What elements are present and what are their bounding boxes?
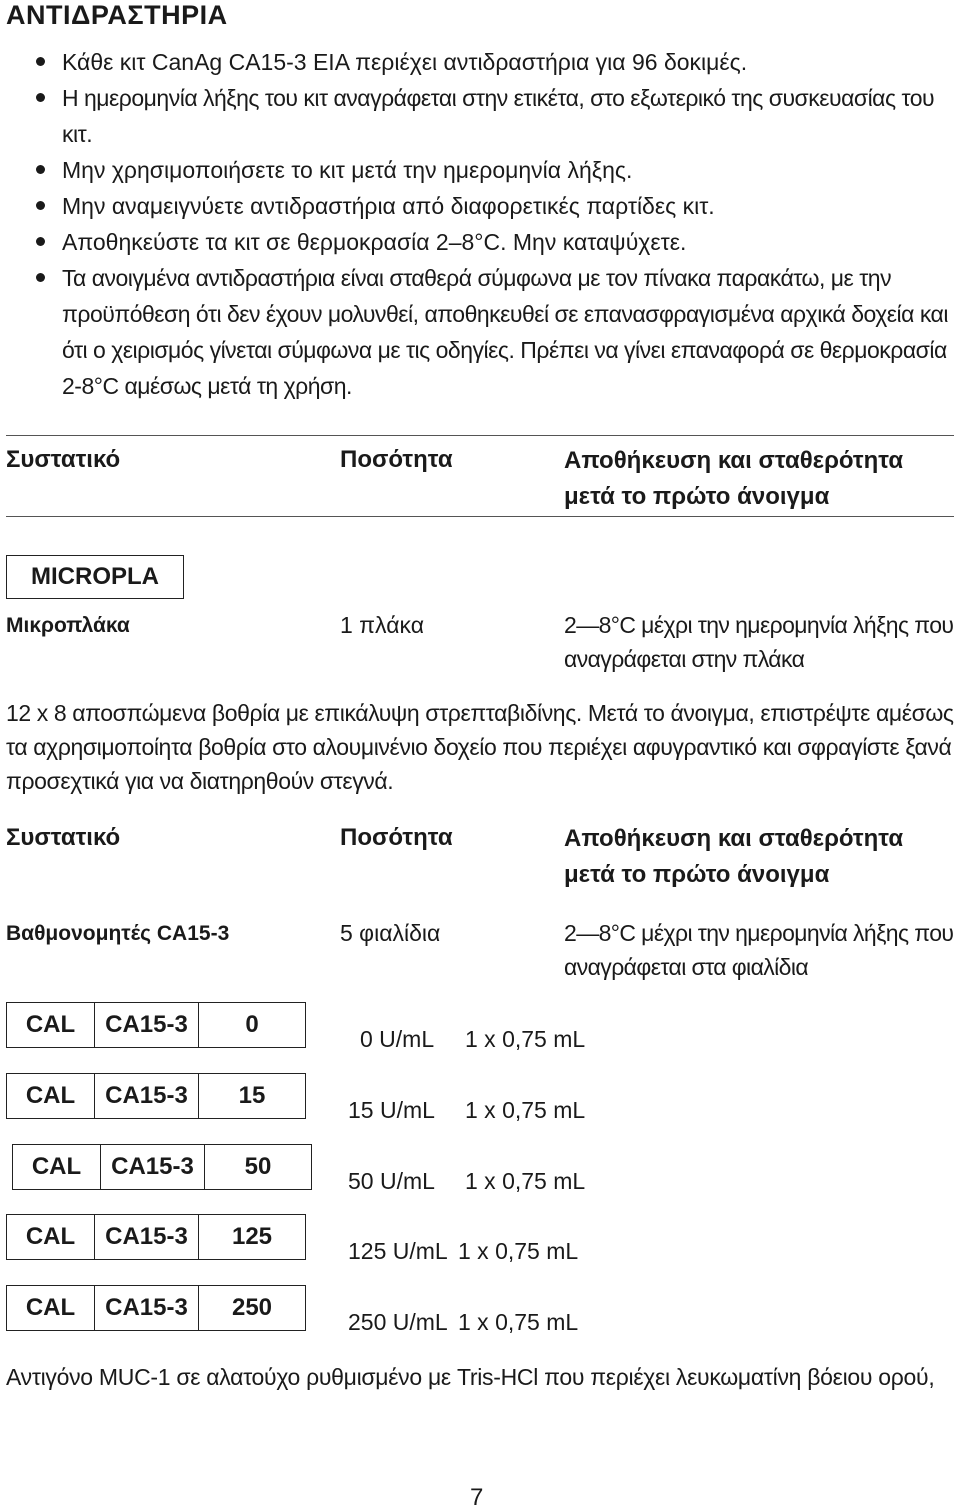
section-title: ΑΝΤΙΔΡΑΣΤΗΡΙΑ [6,0,228,30]
header-quantity: Ποσότητα [340,824,453,851]
calibrator-label-box [6,1002,306,1048]
list-item: Τα ανοιγμένα αντιδραστήρια είναι σταθερά σύμφωνα με τον πίνακα παρακάτω, με την προϋπόθεση ότι δεν έχουν μολυνθεί, αποθηκευθεί σε επανασφραγισμένα αρχικά δοχεία και ότι ο χειρισμός γίνεται σύμφωνα με τις οδηγίες. Πρέπει να γίνει επαναφορά σε θερμοκρασία 2-8°C αμέσως μετά τη χρήση. [36,260,956,404]
header-component: Συστατικό [6,446,121,473]
cal-analyte: CA15-3 [95,1074,199,1118]
calibrators-quantity: 5 φιαλίδια [340,920,441,946]
cal-code: CAL [7,1003,95,1047]
microplate-storage: 2—8°C μέχρι την ημερομηνία λήξης που αναγράφεται στην πλάκα [564,612,954,672]
antigen-description: Αντιγόνο MUC-1 σε αλατούχο ρυθμισμένο με Tris-HCl που περιέχει λευκωματίνη βόειου ορού, [6,1364,935,1390]
cal-concentration: 0 U/mL [360,1026,435,1052]
list-item: Αποθηκεύστε τα κιτ σε θερμοκρασία 2–8°C. Μην καταψύχετε. [36,224,956,260]
calibrator-label-box [6,1073,306,1119]
page-number: 7 [470,1484,484,1511]
header-component: Συστατικό [6,824,121,851]
cal-code: CAL [7,1286,95,1330]
table-divider [6,516,954,517]
cal-analyte: CA15-3 [95,1003,199,1047]
cal-volume: 1 x 0,75 mL [465,1097,586,1123]
list-item: Η ημερομηνία λήξης του κιτ αναγράφεται στην ετικέτα, στο εξωτερικό της συσκευασίας του κιτ. [36,80,956,152]
cal-level: 0 [245,1011,259,1038]
list-item: Κάθε κιτ CanAg CA15-3 EIA περιέχει αντιδραστήρια για 96 δοκιμές. [36,44,956,80]
cal-code: CAL [13,1145,101,1189]
cal-level: 15 [238,1082,266,1109]
header-storage: Αποθήκευση και σταθερότητα μετά το πρώτο άνοιγμα [564,825,904,888]
cal-volume: 1 x 0,75 mL [458,1238,579,1264]
calibrators-storage: 2—8°C μέχρι την ημερομηνία λήξης που αναγράφεται στα φιαλίδια [564,920,954,980]
microplate-description: 12 x 8 αποσπώμενα βοθρία με επικάλυψη στρεπταβιδίνης. Μετά το άνοιγμα, επιστρέψτε αμέσως τα αχρησιμοποίητα βοθρία στο αλουμινένιο δοχείο που περιέχει αφυγραντικό και σφραγίστε ξανά προσεχτικά για να διατηρηθούν στεγνά. [6,700,954,794]
header-storage: Αποθήκευση και σταθερότητα μετά το πρώτο άνοιγμα [564,447,904,510]
cal-level: 125 [231,1223,273,1250]
calibrator-label-box [12,1144,312,1190]
cal-level: 250 [231,1294,273,1321]
calibrators-name: Βαθμονομητές CA15-3 [6,922,230,945]
cal-volume: 1 x 0,75 mL [465,1026,586,1052]
cal-concentration: 50 U/mL [348,1168,435,1194]
cal-analyte: CA15-3 [95,1215,199,1259]
microplate-name: Μικροπλάκα [6,614,130,637]
cal-volume: 1 x 0,75 mL [458,1309,579,1335]
microplate-quantity: 1 πλάκα [340,612,425,638]
cal-code: CAL [7,1074,95,1118]
list-item: Μην χρησιμοποιήσετε το κιτ μετά την ημερομηνία λήξης. [36,152,956,188]
cal-concentration: 15 U/mL [348,1097,435,1123]
table-divider [6,435,954,436]
header-quantity: Ποσότητα [340,446,453,473]
calibrator-label-box [6,1214,306,1260]
cal-concentration: 250 U/mL [348,1309,448,1335]
cal-analyte: CA15-3 [95,1286,199,1330]
cal-code: CAL [7,1215,95,1259]
cal-concentration: 125 U/mL [348,1238,448,1264]
cal-level: 50 [244,1153,272,1180]
cal-analyte: CA15-3 [101,1145,205,1189]
reagent-notes-list [36,44,956,404]
calibrator-label-box [6,1285,306,1331]
cal-volume: 1 x 0,75 mL [465,1168,586,1194]
microplate-box-label: MICROPLA [6,555,184,599]
list-item: Μην αναμειγνύετε αντιδραστήρια από διαφορετικές παρτίδες κιτ. [36,188,956,224]
